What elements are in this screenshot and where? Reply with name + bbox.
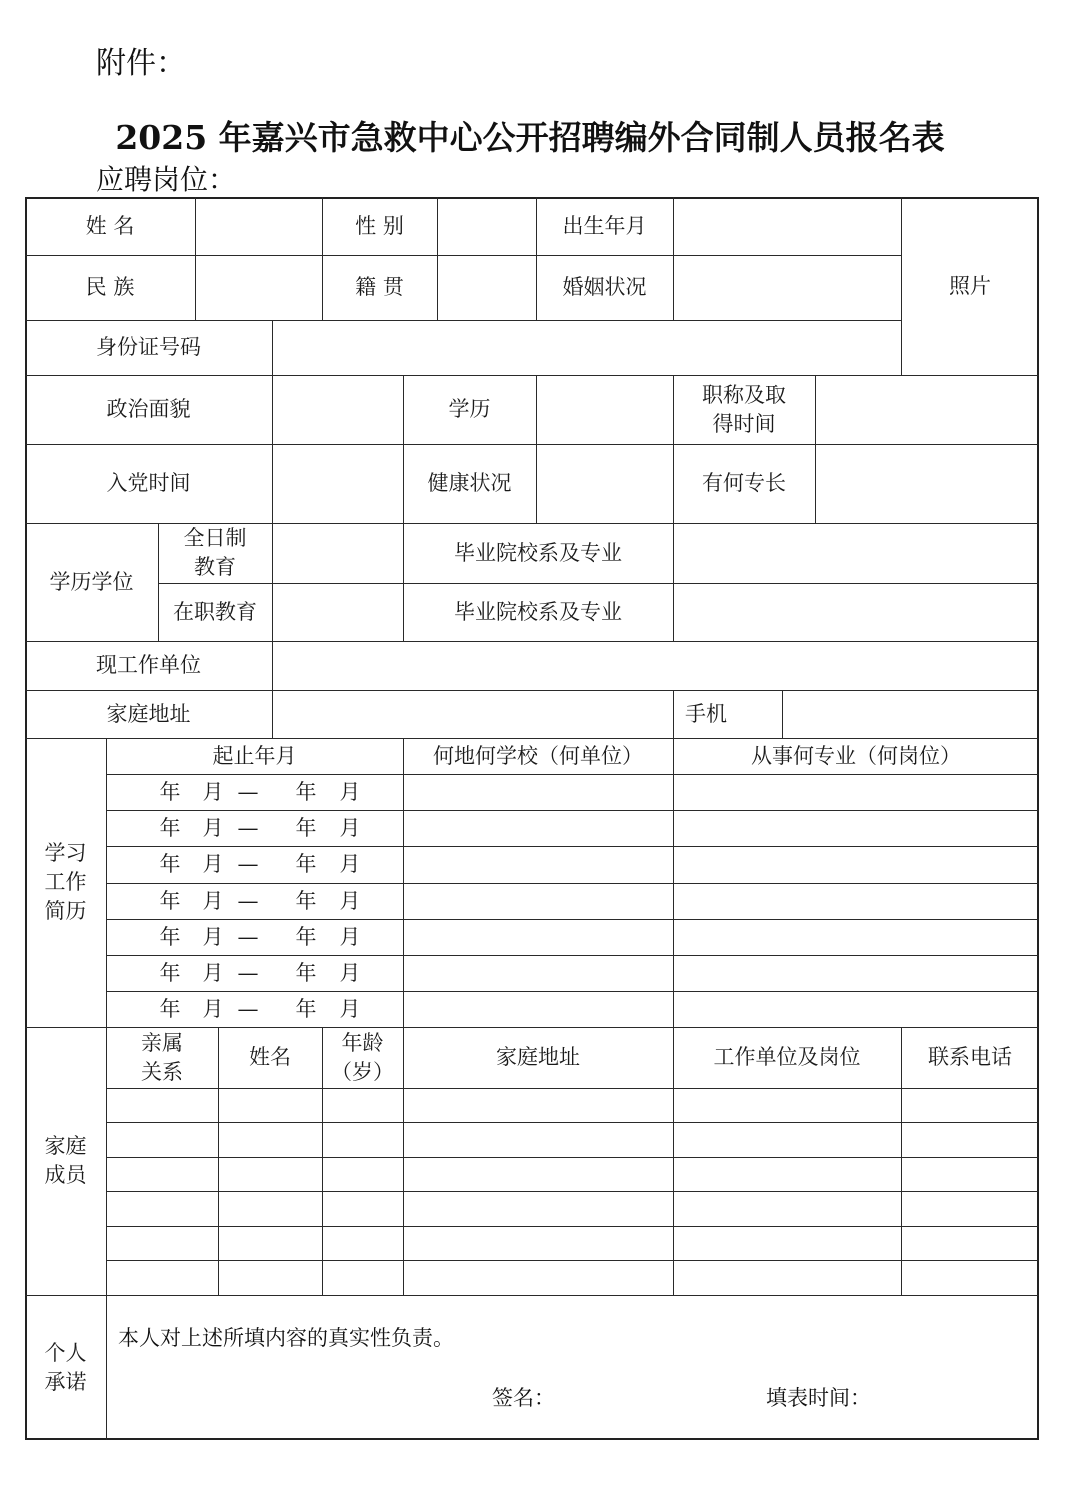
native-place-label: 籍 贯	[355, 275, 404, 299]
resume-period-part: 月	[339, 996, 361, 1021]
resume-period-part: 年	[295, 996, 317, 1021]
resume-school-field[interactable]	[403, 991, 673, 1027]
address-label: 家庭地址	[106, 701, 191, 726]
photo-cell[interactable]: 照片	[949, 273, 991, 298]
resume-label: 学习工作简历	[44, 841, 87, 923]
resume-school-field[interactable]	[403, 883, 673, 919]
family-name-field[interactable]	[218, 1191, 322, 1225]
inservice-label: 在职教育	[173, 599, 257, 624]
education-field[interactable]	[536, 375, 673, 444]
party-time-label: 入党时间	[106, 471, 191, 495]
family-age-field[interactable]	[322, 1122, 403, 1156]
resume-school-field[interactable]	[403, 810, 673, 846]
family-address-field[interactable]	[403, 1157, 673, 1191]
resume-period-part: 月	[339, 960, 361, 985]
fulltime-label: 全日制教育	[183, 526, 247, 579]
resume-period-part: 月	[339, 888, 361, 913]
school-major-label-1: 毕业院校系及专业	[454, 540, 622, 565]
family-work-field[interactable]	[673, 1191, 901, 1225]
id-number-field[interactable]	[272, 320, 901, 375]
resume-period-part: 年	[295, 960, 317, 985]
family-address-field[interactable]	[403, 1088, 673, 1122]
resume-major-field[interactable]	[673, 810, 1039, 846]
resume-school-field[interactable]	[403, 955, 673, 991]
family-work-field[interactable]	[673, 1157, 901, 1191]
resume-major-field[interactable]	[673, 991, 1039, 1027]
resume-period-part: 月	[202, 996, 224, 1021]
resume-period-part: 月	[202, 888, 224, 913]
school-major-field-2[interactable]	[673, 583, 1039, 641]
pledge-statement: 本人对上述所填内容的真实性负责。	[118, 1326, 454, 1350]
resume-period-part: 年	[159, 851, 181, 876]
family-header-age: 年龄（岁）	[331, 1030, 394, 1084]
birth-field[interactable]	[673, 197, 901, 255]
id-number-label: 身份证号码	[96, 335, 201, 359]
resume-school-field[interactable]	[403, 919, 673, 955]
resume-school-field[interactable]	[403, 846, 673, 882]
resume-major-field[interactable]	[673, 774, 1039, 810]
address-field[interactable]	[272, 690, 673, 738]
family-phone-field[interactable]	[901, 1260, 1039, 1294]
family-phone-field[interactable]	[901, 1191, 1039, 1225]
school-major-label-2: 毕业院校系及专业	[454, 599, 622, 624]
resume-period-part: 月	[202, 779, 224, 804]
family-address-field[interactable]	[403, 1122, 673, 1156]
resume-period-part: 年	[295, 851, 317, 876]
resume-period-part: 年	[295, 924, 317, 949]
family-header-work: 工作单位及岗位	[713, 1045, 861, 1069]
resume-period-part: —	[237, 960, 259, 985]
name-label: 姓 名	[85, 213, 135, 238]
name-field[interactable]	[195, 197, 322, 255]
resume-period-part: —	[237, 888, 259, 913]
applied-post-label: 应聘岗位：	[96, 163, 237, 196]
resume-major-field[interactable]	[673, 883, 1039, 919]
resume-period-part: 月	[339, 924, 361, 949]
school-major-field-1[interactable]	[673, 523, 1039, 583]
family-header-address: 家庭地址	[496, 1045, 580, 1069]
family-relation-field[interactable]	[106, 1260, 218, 1294]
family-work-field[interactable]	[673, 1260, 901, 1294]
resume-header-period: 起止年月	[212, 743, 297, 768]
family-age-field[interactable]	[322, 1088, 403, 1122]
resume-period-part: 月	[339, 779, 361, 804]
education-label: 学历	[448, 397, 491, 421]
resume-period-part: 年	[159, 888, 181, 913]
resume-period-part: —	[237, 779, 259, 804]
family-name-field[interactable]	[218, 1157, 322, 1191]
gender-field[interactable]	[437, 197, 536, 255]
resume-major-field[interactable]	[673, 955, 1039, 991]
health-label: 健康状况	[427, 471, 512, 495]
resume-period-part: —	[237, 851, 259, 876]
health-field[interactable]	[536, 444, 673, 523]
resume-period-part: 年	[159, 779, 181, 804]
family-name-field[interactable]	[218, 1260, 322, 1294]
family-age-field[interactable]	[322, 1260, 403, 1294]
family-header-name: 姓名	[249, 1045, 291, 1069]
form-title: 2025 年嘉兴市急救中心公开招聘编外合同制人员报名表	[115, 118, 945, 157]
resume-period-part: 月	[202, 960, 224, 985]
degree-label: 学历学位	[49, 569, 134, 594]
gender-label: 性 别	[355, 213, 404, 238]
fill-date-label: 填表时间：	[766, 1386, 871, 1410]
work-unit-field[interactable]	[272, 641, 1039, 690]
specialty-label: 有何专长	[702, 471, 786, 495]
resume-header-major: 从事何专业（何岗位）	[751, 743, 961, 768]
family-age-field[interactable]	[322, 1157, 403, 1191]
family-work-field[interactable]	[673, 1226, 901, 1260]
resume-period-part: 月	[339, 851, 361, 876]
resume-period-part: 月	[202, 815, 224, 840]
resume-period-part: 年	[295, 888, 317, 913]
pledge-label: 个人承诺	[44, 1340, 87, 1394]
political-label: 政治面貌	[106, 397, 191, 421]
resume-period-part: —	[237, 996, 259, 1021]
resume-period-part: 月	[202, 851, 224, 876]
party-time-field[interactable]	[272, 444, 403, 523]
resume-period-part: 月	[202, 924, 224, 949]
family-relation-field[interactable]	[106, 1122, 218, 1156]
family-name-field[interactable]	[218, 1122, 322, 1156]
family-label: 家庭成员	[44, 1134, 87, 1187]
family-name-field[interactable]	[218, 1088, 322, 1122]
family-address-field[interactable]	[403, 1191, 673, 1225]
family-address-field[interactable]	[403, 1226, 673, 1260]
resume-period-part: 月	[339, 815, 361, 840]
resume-major-field[interactable]	[673, 919, 1039, 955]
title-time-field[interactable]	[815, 375, 1039, 444]
grid-line	[25, 1295, 1039, 1296]
family-relation-field[interactable]	[106, 1191, 218, 1225]
family-name-field[interactable]	[218, 1226, 322, 1260]
resume-period-part: 年	[159, 815, 181, 840]
fulltime-field[interactable]	[272, 523, 403, 583]
native-place-field[interactable]	[437, 255, 536, 320]
family-address-field[interactable]	[403, 1260, 673, 1294]
family-age-field[interactable]	[322, 1226, 403, 1260]
attachment-label: 附件：	[96, 46, 186, 81]
family-relation-field[interactable]	[106, 1157, 218, 1191]
family-relation-field[interactable]	[106, 1226, 218, 1260]
family-work-field[interactable]	[673, 1088, 901, 1122]
resume-period-part: —	[237, 924, 259, 949]
family-header-phone: 联系电话	[928, 1045, 1012, 1069]
birth-label: 出生年月	[562, 213, 647, 238]
marital-field[interactable]	[673, 255, 901, 320]
family-relation-field[interactable]	[106, 1088, 218, 1122]
specialty-field[interactable]	[815, 444, 1039, 523]
marital-label: 婚姻状况	[562, 275, 647, 299]
resume-period-part: 年	[159, 960, 181, 985]
ethnicity-field[interactable]	[195, 255, 322, 320]
ethnicity-label: 民 族	[85, 275, 135, 299]
family-age-field[interactable]	[322, 1191, 403, 1225]
resume-major-field[interactable]	[673, 846, 1039, 882]
resume-period-part: 年	[159, 924, 181, 949]
family-phone-field[interactable]	[901, 1226, 1039, 1260]
resume-school-field[interactable]	[403, 774, 673, 810]
family-phone-field[interactable]	[901, 1157, 1039, 1191]
mobile-field[interactable]	[782, 690, 1039, 738]
mobile-label: 手机	[685, 701, 727, 726]
family-work-field[interactable]	[673, 1122, 901, 1156]
inservice-field[interactable]	[272, 583, 403, 641]
resume-period-part: 年	[295, 815, 317, 840]
work-unit-label: 现工作单位	[96, 653, 201, 677]
title-time-label: 职称及取得时间	[702, 382, 786, 436]
political-field[interactable]	[272, 375, 403, 444]
resume-period-part: —	[237, 815, 259, 840]
resume-period-part: 年	[295, 779, 317, 804]
resume-header-school: 何地何学校（何单位）	[433, 743, 643, 768]
family-phone-field[interactable]	[901, 1088, 1039, 1122]
family-header-relation: 亲属关系	[141, 1030, 183, 1084]
resume-period-part: 年	[159, 996, 181, 1021]
family-phone-field[interactable]	[901, 1122, 1039, 1156]
signature-label: 签名：	[492, 1386, 555, 1410]
